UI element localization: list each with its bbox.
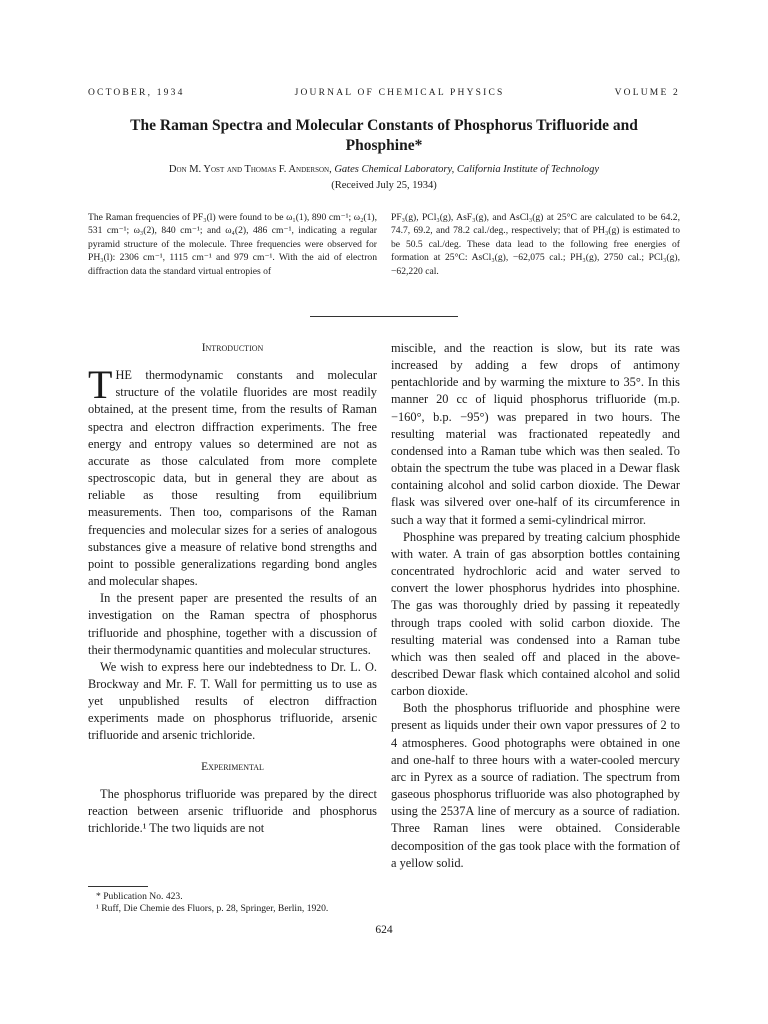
intro-paragraph-1	[88, 362, 377, 590]
running-header	[88, 88, 680, 98]
section-divider	[310, 316, 458, 317]
header-journal: JOURNAL OF CHEMICAL PHYSICS	[294, 88, 505, 98]
footnote-1: * Publication No. 423.	[96, 891, 183, 902]
experimental-paragraph-1: The phosphorus trifluoride was prepared by the direct reaction between arsenic trifluoride and phosphorus trichloride.¹ The two liquids are not	[88, 786, 377, 836]
right-column	[391, 340, 680, 872]
abstract	[88, 211, 680, 278]
author-names: Don M. Yost and Thomas F. Anderson,	[168, 164, 332, 175]
intro-paragraph-3: We wish to express here our indebtedness to Dr. L. O. Brockway and Mr. F. T. Wall for permitting us to use as yet unpublished results of electron diffraction experiments made on phosphorus trifluoride, arsenic trifluoride and arsenic trichloride.	[88, 659, 377, 743]
abstract-left: The Raman frequencies of PF₃(l) were found to be ω₁(1), 890 cm⁻¹; ω₂(1), 531 cm⁻¹; ω₃(2), 840 cm⁻¹; and ω₄(2), 486 cm⁻¹, indicating a regular pyramid structure of the molecule. Three frequencies were observed for PH₃(l): 2306 cm⁻¹, 1115 cm⁻¹ and 979 cm⁻¹. With the aid of electron diffraction data the standard virtual entropies of	[88, 212, 377, 277]
footnote-rule	[88, 886, 148, 887]
right-paragraph-3: Both the phosphorus trifluoride and phosphine were present as liquids under their own vapor pressures of 2 to 4 atmospheres. Good photographs were obtained in one and one-half to three hours with a water-cooled mercury arc in Pyrex as a source of radiation. The spectrum from gaseous phosphorus trifluoride was also photographed by using the 2537A line of mercury as a source of radiation. Three Raman lines were obtained. Considerable decomposition of the gas took place with the formation of a yellow solid.	[391, 701, 680, 870]
page-number: 624	[375, 924, 393, 936]
footnote-2: ¹ Ruff, Die Chemie des Fluors, p. 28, Springer, Berlin, 1920.	[96, 903, 329, 914]
author-line	[80, 163, 688, 177]
header-date: OCTOBER, 1934	[88, 88, 185, 98]
right-paragraph-2: Phosphine was prepared by treating calcium phosphide with water. A train of gas absorption bottles containing concentrated hydrochloric acid and water served to convert the lower phosphorus hydrides into phosphine. The gas was thoroughly dried by passing it repeatedly through traps cooled with solid carbon dioxide. The resulting material was condensed into a Raman tube which was then sealed off and placed in the above-described Dewar flask which contained alcohol and solid carbon dioxide.	[391, 529, 680, 699]
experimental-heading: Experimental	[201, 760, 264, 773]
intro-paragraph-2: In the present paper are presented the results of an investigation on the Raman spectra of phosphorus trifluoride and phosphine, together with a discussion of their thermodynamic quantities and molecular structures.	[88, 591, 377, 657]
author-affiliation: Gates Chemical Laboratory, California Institute of Technology	[334, 164, 600, 175]
header-volume: VOLUME 2	[614, 88, 680, 98]
drop-cap: T	[88, 362, 113, 408]
footnotes	[88, 886, 377, 915]
received-date: (Received July 25, 1934)	[331, 180, 437, 191]
left-column	[88, 340, 377, 837]
abstract-right: PF₃(g), PCl₃(g), AsF₃(g), and AsCl₃(g) at 25°C are calculated to be 64.2, 74.7, 69.2, and 78.2 cal./deg., respectively; that of PH₃(g) is estimated to be 50.5 cal./deg. These data lead to the following free energies of formation at 25°C: AsCl₃(g), −62,075 cal.; PH₃(g), 2750 cal.; PCl₃(g), −62,220 cal.	[391, 212, 680, 277]
introduction-heading: Introduction	[201, 342, 264, 354]
intro-paragraph-1-text: HE thermodynamic constants and molecular structure of the volatile fluorides are most readily obtained, at the present time, from the results of Raman spectra and electron diffraction experiments. The free energy and entropy values so determined are not as accurate as those calculated from more complete spectroscopic data, but in general they are about as reliable as those resulting from equilibrium measurements. Then too, comparisons of the Raman frequencies and molecular sizes for a series of analogous substances give a measure of relative bond strengths and point to possible generalizations regarding bond angles and molecular shapes.	[88, 368, 377, 589]
article-title: The Raman Spectra and Molecular Constants of Phosphorus Trifluoride and Phosphine*	[130, 117, 638, 154]
right-paragraph-1: miscible, and the reaction is slow, but its rate was increased by adding a few drops of antimony pentachloride and by warming the mixture to 35°. In this manner 20 cc of liquid phosphorus trifluoride (m.p. −160°, b.p. −95°) was prepared in two hours. The resulting material was fractionated repeatedly and condensed into a Raman tube which was then sealed. To obtain the spectrum the tube was placed in a Dewar flask containing alcohol and solid carbon dioxide. The Dewar flask was silvered over one-half of its circumference in such a way that it formed a semi-cylindrical mirror.	[391, 341, 680, 527]
